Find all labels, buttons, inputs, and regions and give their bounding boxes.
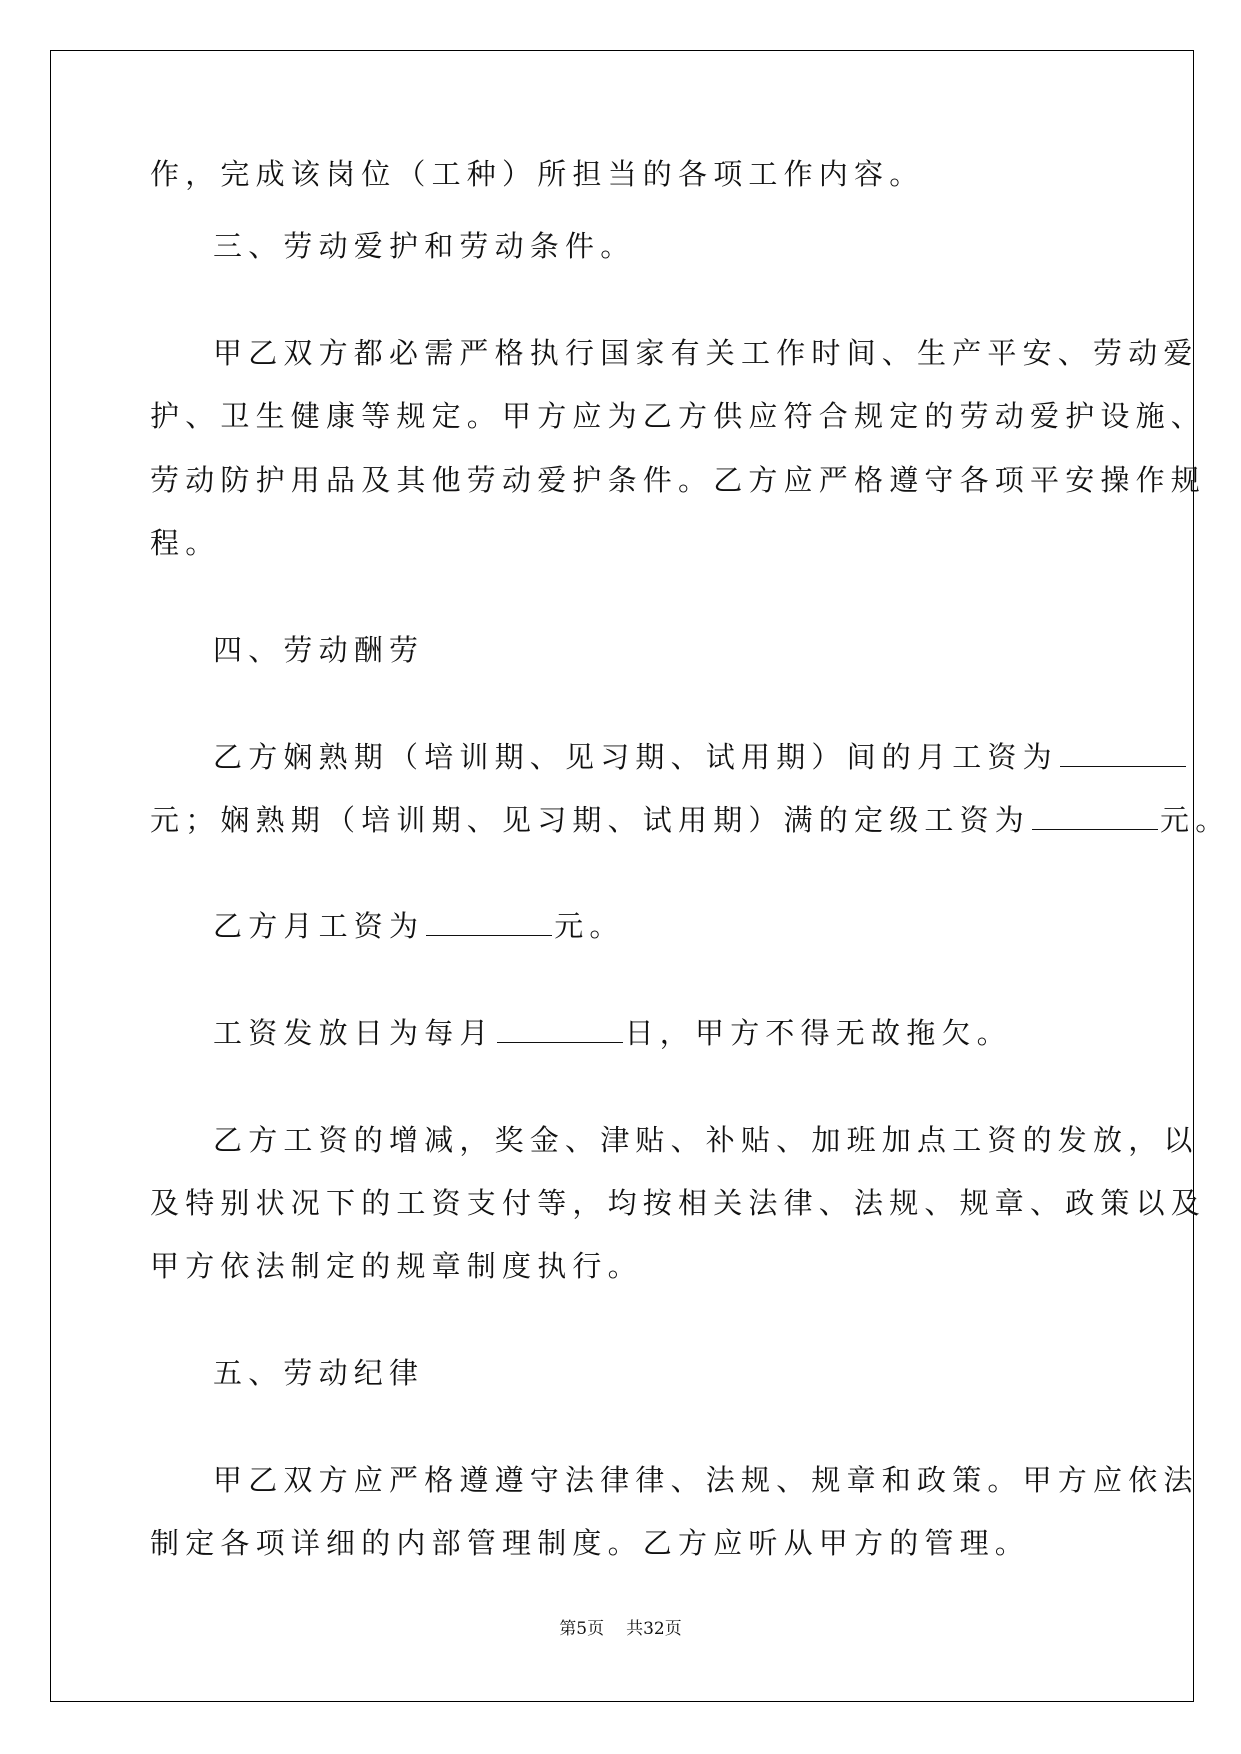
paragraph-line: 制定各项详细的内部管理制度。乙方应听从甲方的管理。 bbox=[150, 1526, 1031, 1560]
paragraph-line: 乙方工资的增减，奖金、津贴、补贴、加班加点工资的发放，以 bbox=[213, 1123, 1199, 1157]
paragraph-line: 劳动防护用品及其他劳动爱护条件。乙方应严格遵守各项平安操作规 bbox=[150, 463, 1207, 497]
paragraph-line: 及特别状况下的工资支付等，均按相关法律、法规、规章、政策以及 bbox=[150, 1186, 1207, 1220]
payday-blank bbox=[497, 1018, 623, 1043]
probation-wage-text: 乙方娴熟期（培训期、见习期、试用期）间的月工资为 bbox=[213, 740, 1058, 774]
page-total: 共32页 bbox=[626, 1619, 682, 1639]
payday-after-text: 日，甲方不得无故拖欠。 bbox=[624, 1016, 1012, 1050]
monthly-wage-blank bbox=[426, 911, 552, 936]
paragraph-line bbox=[150, 800, 1230, 840]
section-heading-3: 三、劳动爱护和劳动条件。 bbox=[213, 229, 636, 263]
paragraph-line: 护、卫生健康等规定。甲方应为乙方供应符合规定的劳动爱护设施、 bbox=[150, 399, 1207, 433]
payday-text: 工资发放日为每月 bbox=[213, 1016, 495, 1050]
page-footer bbox=[0, 1618, 1241, 1640]
monthly-wage-unit: 元。 bbox=[554, 909, 625, 943]
section-heading-4: 四、劳动酬劳 bbox=[213, 633, 425, 667]
paragraph-line: 程。 bbox=[150, 526, 221, 560]
paragraph-line: 作，完成该岗位（工种）所担当的各项工作内容。 bbox=[150, 157, 925, 191]
probation-wage-blank bbox=[1060, 742, 1186, 767]
paragraph-line: 甲乙双方应严格遵遵守法律律、法规、规章和政策。甲方应依法 bbox=[213, 1463, 1199, 1497]
paragraph-line bbox=[213, 906, 625, 946]
paragraph-line: 甲方依法制定的规章制度执行。 bbox=[150, 1249, 643, 1283]
page-border bbox=[50, 50, 1194, 1702]
paragraph-line bbox=[213, 737, 1188, 777]
page-number: 第5页 bbox=[559, 1619, 605, 1639]
monthly-wage-text: 乙方月工资为 bbox=[213, 909, 425, 943]
graded-wage-text: 元；娴熟期（培训期、见习期、试用期）满的定级工资为 bbox=[150, 803, 1031, 837]
graded-wage-unit: 元。 bbox=[1160, 803, 1231, 837]
graded-wage-blank bbox=[1032, 805, 1158, 830]
section-heading-5: 五、劳动纪律 bbox=[213, 1356, 425, 1390]
paragraph-line: 甲乙双方都必需严格执行国家有关工作时间、生产平安、劳动爱 bbox=[213, 336, 1199, 370]
paragraph-line bbox=[213, 1013, 1012, 1053]
